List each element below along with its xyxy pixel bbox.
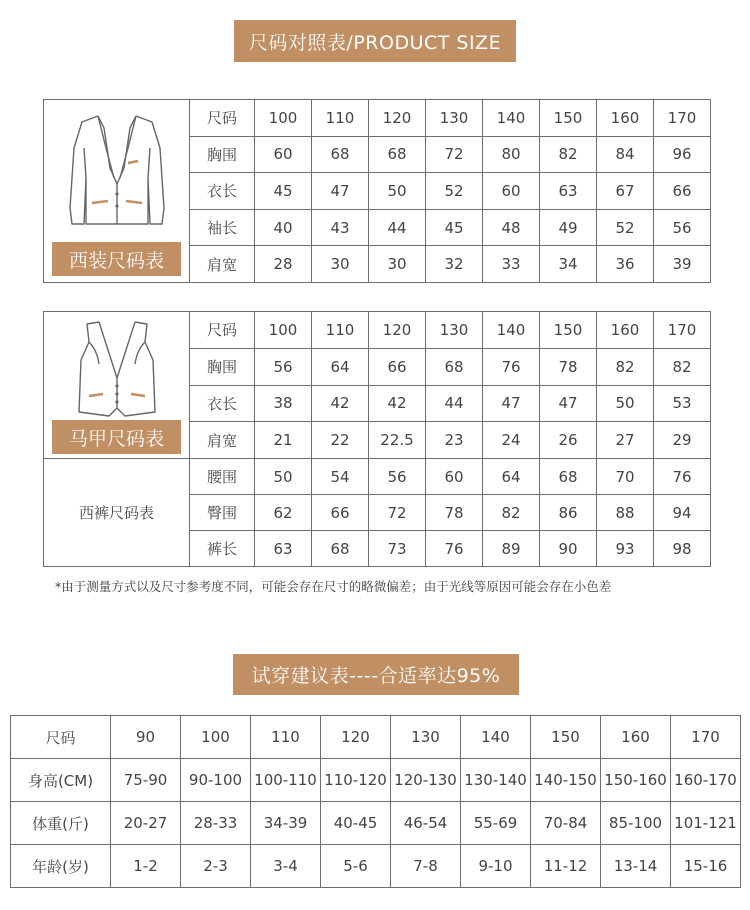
cell: 170 <box>654 100 711 137</box>
cell: 27 <box>597 422 654 459</box>
cell: 56 <box>654 209 711 246</box>
cell: 52 <box>597 209 654 246</box>
cell: 66 <box>312 495 369 531</box>
cell: 76 <box>654 459 711 495</box>
suit-figure-cell <box>44 100 190 283</box>
cell: 120-130 <box>391 759 461 802</box>
suit-jacket-icon <box>62 108 172 230</box>
cell: 60 <box>483 173 540 210</box>
cell: 43 <box>312 209 369 246</box>
cell: 60 <box>426 459 483 495</box>
cell: 130 <box>426 100 483 137</box>
cell: 29 <box>654 422 711 459</box>
cell: 85-100 <box>601 802 671 845</box>
row-head: 衣长 <box>190 385 255 422</box>
cell: 60 <box>255 136 312 173</box>
row-head: 尺码 <box>190 312 255 349</box>
table-row <box>44 312 711 349</box>
cell: 130-140 <box>461 759 531 802</box>
cell: 82 <box>654 348 711 385</box>
cell: 110 <box>312 100 369 137</box>
cell: 28-33 <box>181 802 251 845</box>
table-row <box>11 802 741 845</box>
cell: 45 <box>255 173 312 210</box>
cell: 66 <box>654 173 711 210</box>
cell: 49 <box>540 209 597 246</box>
cell: 88 <box>597 495 654 531</box>
cell: 20-27 <box>111 802 181 845</box>
cell: 50 <box>597 385 654 422</box>
row-head: 身高(CM) <box>11 759 111 802</box>
cell: 73 <box>369 531 426 567</box>
cell: 160-170 <box>671 759 741 802</box>
cell: 52 <box>426 173 483 210</box>
cell: 47 <box>540 385 597 422</box>
cell: 78 <box>540 348 597 385</box>
cell: 30 <box>312 246 369 283</box>
cell: 30 <box>369 246 426 283</box>
cell: 150 <box>531 716 601 759</box>
cell: 150-160 <box>601 759 671 802</box>
cell: 9-10 <box>461 845 531 888</box>
cell: 53 <box>654 385 711 422</box>
cell: 36 <box>597 246 654 283</box>
cell: 100 <box>255 100 312 137</box>
cell: 24 <box>483 422 540 459</box>
cell: 64 <box>312 348 369 385</box>
row-head: 肩宽 <box>190 422 255 459</box>
cell: 46-54 <box>391 802 461 845</box>
cell: 94 <box>654 495 711 531</box>
cell: 80 <box>483 136 540 173</box>
cell: 70-84 <box>531 802 601 845</box>
cell: 15-16 <box>671 845 741 888</box>
cell: 100 <box>255 312 312 349</box>
cell: 23 <box>426 422 483 459</box>
cell: 96 <box>654 136 711 173</box>
pants-table-label: 西裤尺码表 <box>44 459 190 567</box>
cell: 98 <box>654 531 711 567</box>
cell: 50 <box>369 173 426 210</box>
cell: 54 <box>312 459 369 495</box>
cell: 38 <box>255 385 312 422</box>
cell: 42 <box>369 385 426 422</box>
cell: 48 <box>483 209 540 246</box>
cell: 140-150 <box>531 759 601 802</box>
cell: 22.5 <box>369 422 426 459</box>
cell: 7-8 <box>391 845 461 888</box>
cell: 82 <box>540 136 597 173</box>
cell: 100-110 <box>251 759 321 802</box>
cell: 32 <box>426 246 483 283</box>
cell: 13-14 <box>601 845 671 888</box>
trial-chart-title-banner <box>233 654 519 695</box>
row-head: 衣长 <box>190 173 255 210</box>
cell: 76 <box>483 348 540 385</box>
cell: 66 <box>369 348 426 385</box>
row-head: 年龄(岁) <box>11 845 111 888</box>
cell: 160 <box>601 716 671 759</box>
cell: 62 <box>255 495 312 531</box>
cell: 47 <box>483 385 540 422</box>
cell: 44 <box>426 385 483 422</box>
cell: 28 <box>255 246 312 283</box>
cell: 170 <box>671 716 741 759</box>
table-row <box>11 716 741 759</box>
cell: 3-4 <box>251 845 321 888</box>
cell: 68 <box>312 531 369 567</box>
cell: 140 <box>483 100 540 137</box>
cell: 130 <box>391 716 461 759</box>
cell: 90 <box>540 531 597 567</box>
cell: 140 <box>483 312 540 349</box>
cell: 150 <box>540 312 597 349</box>
cell: 33 <box>483 246 540 283</box>
row-head: 体重(斤) <box>11 802 111 845</box>
cell: 140 <box>461 716 531 759</box>
cell: 82 <box>483 495 540 531</box>
vest-icon <box>69 316 165 420</box>
cell: 160 <box>597 312 654 349</box>
cell: 21 <box>255 422 312 459</box>
cell: 110 <box>251 716 321 759</box>
row-head: 肩宽 <box>190 246 255 283</box>
cell: 2-3 <box>181 845 251 888</box>
cell: 34 <box>540 246 597 283</box>
cell: 56 <box>255 348 312 385</box>
cell: 86 <box>540 495 597 531</box>
cell: 82 <box>597 348 654 385</box>
cell: 64 <box>483 459 540 495</box>
cell: 110-120 <box>321 759 391 802</box>
row-head: 臀围 <box>190 495 255 531</box>
cell: 47 <box>312 173 369 210</box>
cell: 101-121 <box>671 802 741 845</box>
trial-suggestion-table <box>10 715 741 888</box>
cell: 76 <box>426 531 483 567</box>
cell: 40-45 <box>321 802 391 845</box>
row-head: 尺码 <box>190 100 255 137</box>
cell: 84 <box>597 136 654 173</box>
cell: 42 <box>312 385 369 422</box>
cell: 90-100 <box>181 759 251 802</box>
cell: 120 <box>369 312 426 349</box>
cell: 72 <box>426 136 483 173</box>
cell: 55-69 <box>461 802 531 845</box>
cell: 63 <box>255 531 312 567</box>
cell: 63 <box>540 173 597 210</box>
cell: 89 <box>483 531 540 567</box>
row-head: 尺码 <box>11 716 111 759</box>
vest-label-text: 马甲尺码表 <box>68 427 164 450</box>
vest-table-label <box>52 420 181 454</box>
suit-table-label <box>52 242 181 276</box>
cell: 90 <box>111 716 181 759</box>
cell: 68 <box>426 348 483 385</box>
row-head: 裤长 <box>190 531 255 567</box>
measurement-note: *由于测量方式以及尺寸参考度不同，可能会存在尺寸的略微偏差；由于光线等原因可能会存在小色差 <box>55 579 612 594</box>
cell: 70 <box>597 459 654 495</box>
vest-pants-size-table <box>43 311 711 567</box>
cell: 120 <box>321 716 391 759</box>
suit-size-table <box>43 99 711 283</box>
table-row <box>44 459 711 495</box>
cell: 11-12 <box>531 845 601 888</box>
cell: 67 <box>597 173 654 210</box>
cell: 72 <box>369 495 426 531</box>
row-head: 胸围 <box>190 136 255 173</box>
cell: 44 <box>369 209 426 246</box>
cell: 50 <box>255 459 312 495</box>
size-chart-title: 尺码对照表/PRODUCT SIZE <box>248 31 502 54</box>
cell: 160 <box>597 100 654 137</box>
table-row <box>44 100 711 137</box>
suit-label-text: 西装尺码表 <box>68 249 164 272</box>
cell: 40 <box>255 209 312 246</box>
cell: 100 <box>181 716 251 759</box>
table-row <box>11 845 741 888</box>
cell: 120 <box>369 100 426 137</box>
cell: 5-6 <box>321 845 391 888</box>
table-row <box>11 759 741 802</box>
cell: 1-2 <box>111 845 181 888</box>
cell: 22 <box>312 422 369 459</box>
cell: 39 <box>654 246 711 283</box>
cell: 110 <box>312 312 369 349</box>
vest-figure-cell <box>44 312 190 459</box>
cell: 150 <box>540 100 597 137</box>
row-head: 腰围 <box>190 459 255 495</box>
row-head: 胸围 <box>190 348 255 385</box>
cell: 34-39 <box>251 802 321 845</box>
cell: 93 <box>597 531 654 567</box>
cell: 130 <box>426 312 483 349</box>
cell: 68 <box>312 136 369 173</box>
cell: 68 <box>369 136 426 173</box>
cell: 170 <box>654 312 711 349</box>
trial-chart-title: 试穿建议表----合适率达95% <box>251 665 501 687</box>
cell: 68 <box>540 459 597 495</box>
cell: 45 <box>426 209 483 246</box>
cell: 56 <box>369 459 426 495</box>
cell: 26 <box>540 422 597 459</box>
cell: 78 <box>426 495 483 531</box>
size-chart-title-banner <box>234 20 516 62</box>
row-head: 袖长 <box>190 209 255 246</box>
cell: 75-90 <box>111 759 181 802</box>
